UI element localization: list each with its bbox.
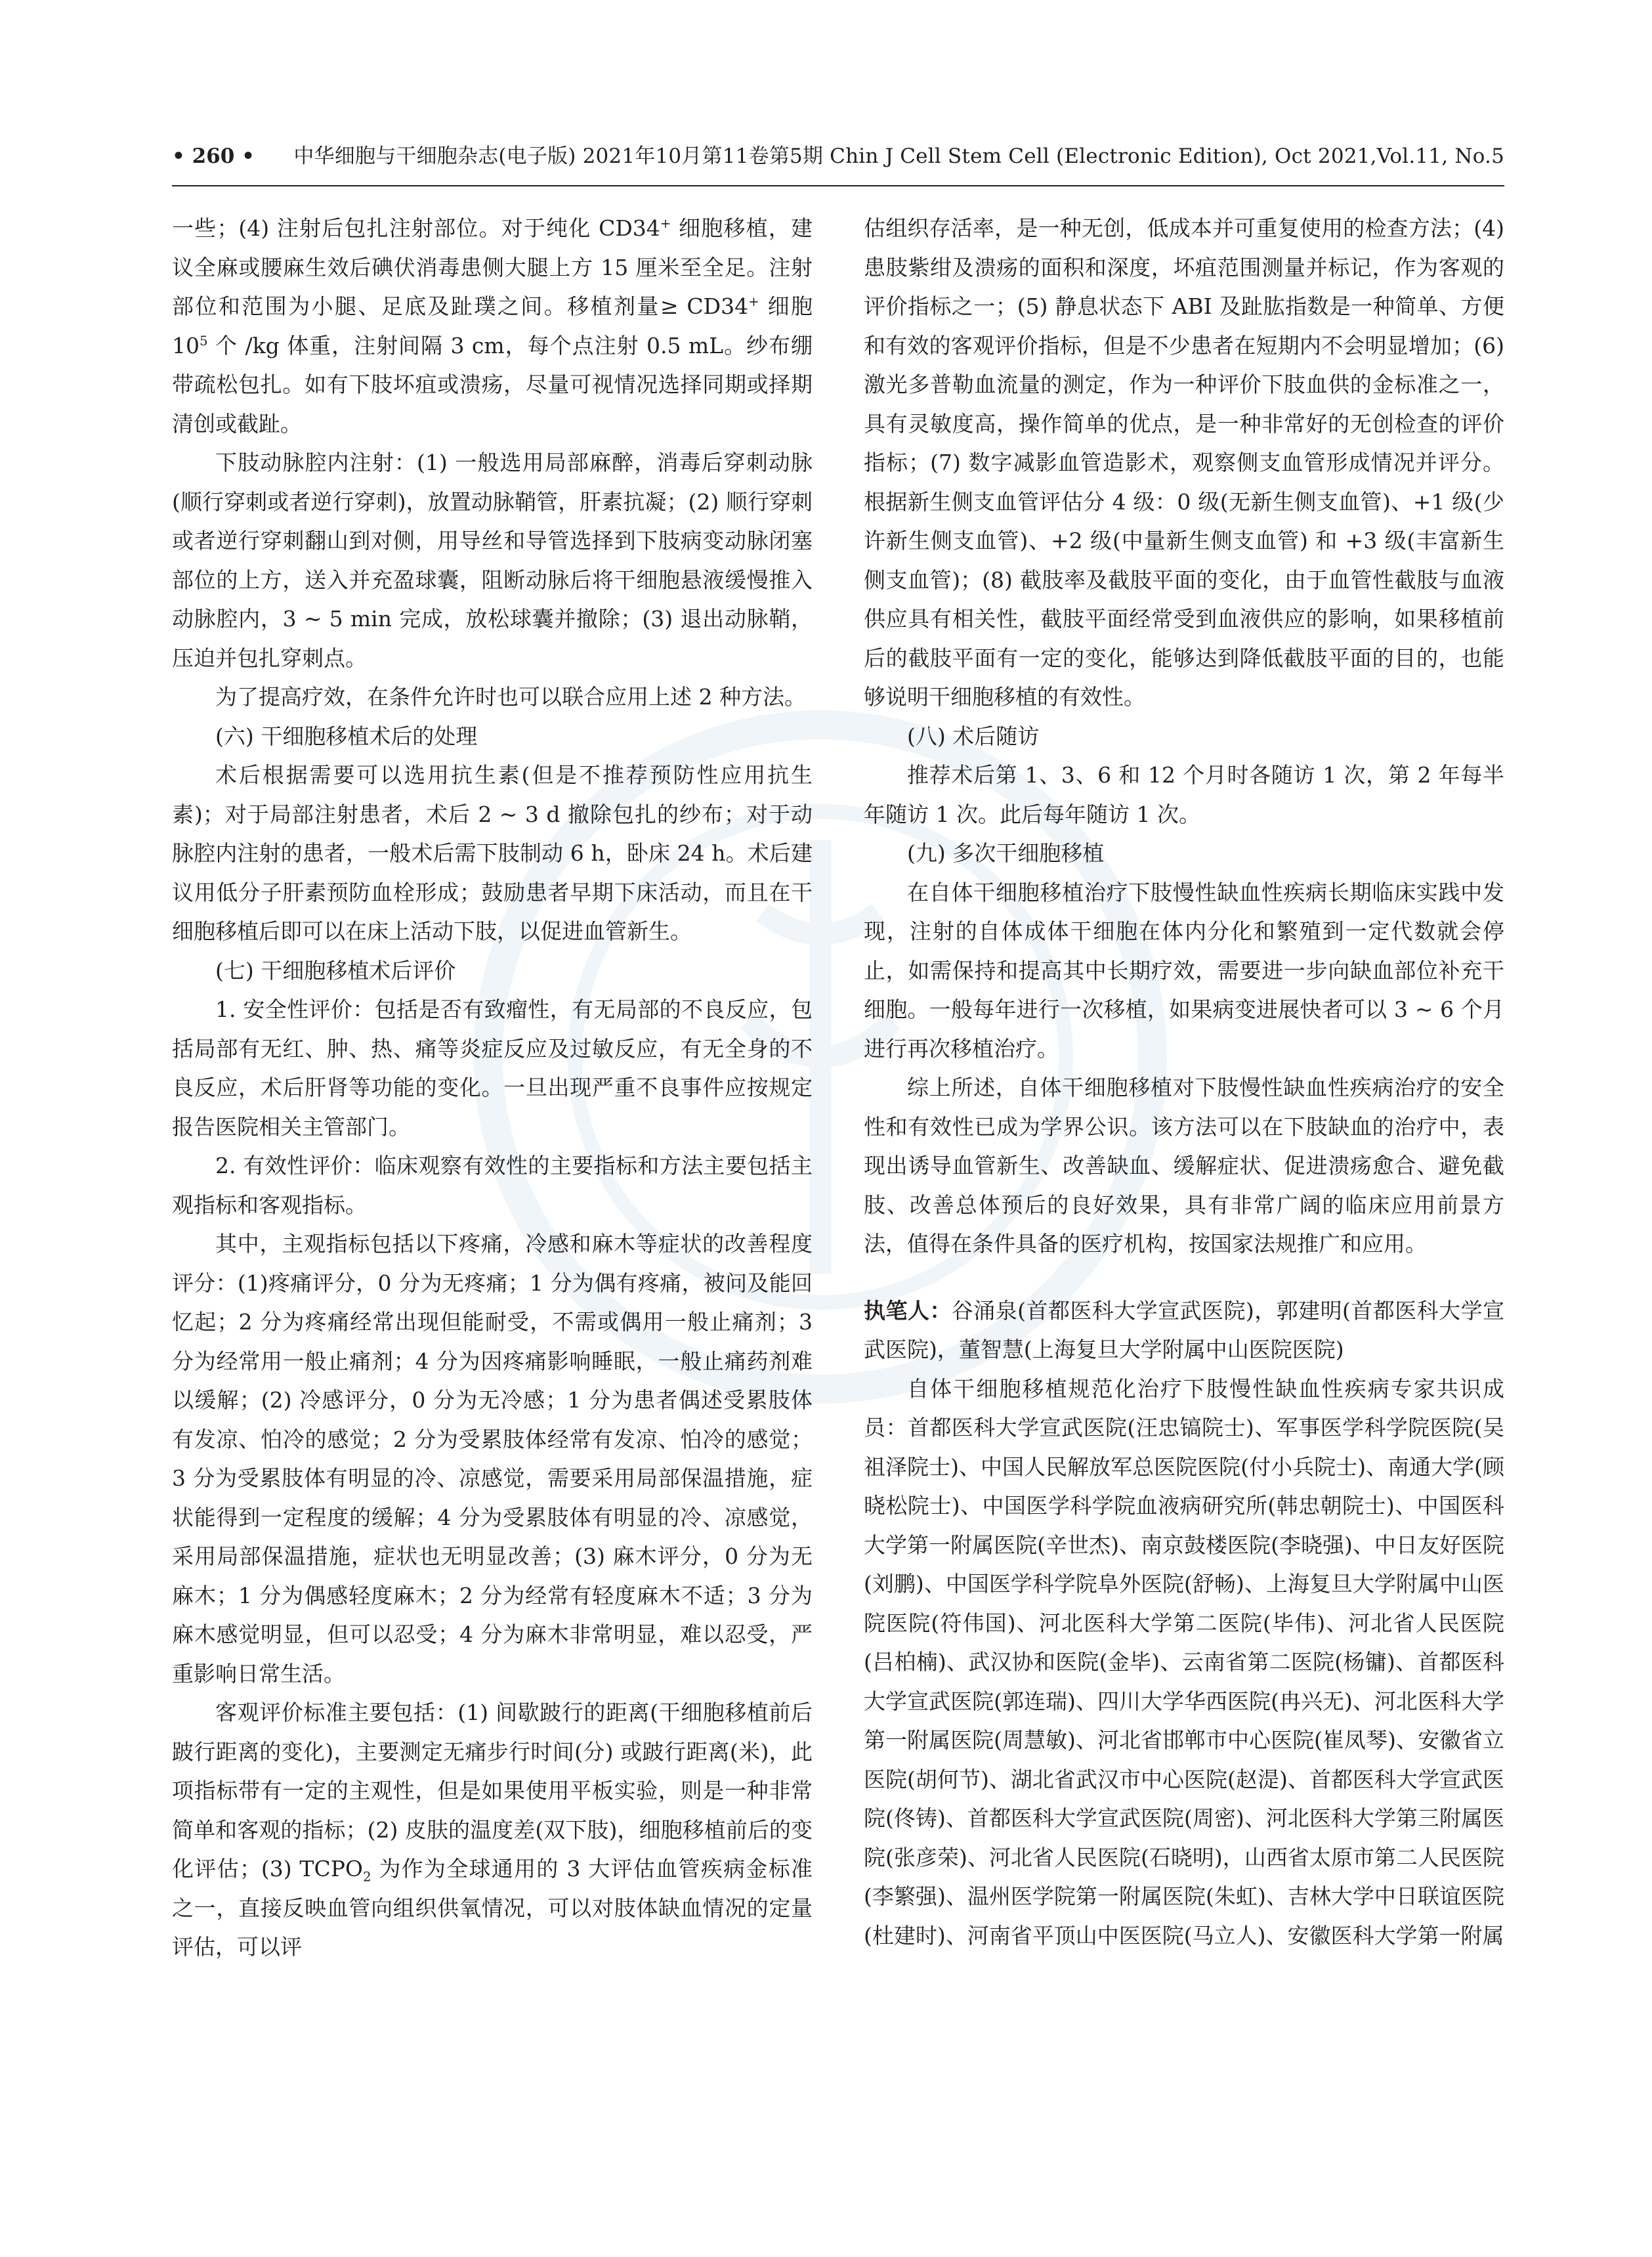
- paragraph-followup: 推荐术后第 1、3、6 和 12 个月时各随访 1 次，第 2 年每半年随访 1 次。此后每年随访 1 次。: [864, 762, 1504, 827]
- page-number: • 260 •: [172, 144, 255, 168]
- paragraph-conclusion: 综上所述，自体干细胞移植对下肢慢性缺血性疾病治疗的安全性和有效性已成为学界公识。该方法可以在下肢缺血的治疗中，表现出诱导血管新生、改善缺血、缓解症状、促进溃疡愈合、避免截肢、改善总体预后的良好效果，具有非常广阔的临床应用前景方法，值得在条件具备的医疗机构，按国家法规推广和应用。: [864, 1075, 1504, 1257]
- paragraph-efficacy-eval: 2. 有效性评价：临床观察有效性的主要指标和方法主要包括主观指标和客观指标。: [172, 1153, 813, 1218]
- paragraph-repeat-transplant: 在自体干细胞移植治疗下肢慢性缺血性疾病长期临床实践中发现，注射的自体成体干细胞在体内分化和繁殖到一定代数就会停止，如需保持和提高其中长期疗效，需要进一步向缺血部位补充干细胞。一般每年进行一次移植，如果病变进展快者可以 3 ~ 6 个月进行再次移植治疗。: [864, 879, 1504, 1062]
- authors-list: 谷涌泉(首都医科大学宣武医院)，郭建明(首都医科大学宣武医院)，董智慧(上海复旦大学附属中山医院医院): [864, 1297, 1505, 1362]
- section-heading-7: (七) 干细胞移植术后评价: [215, 957, 456, 983]
- authors-label: 执笔人：: [864, 1297, 952, 1323]
- paragraph-arterial-injection: 下肢动脉腔内注射：(1) 一般选用局部麻醉，消毒后穿刺动脉(顺行穿刺或者逆行穿刺)，放置动脉鞘管，肝素抗凝；(2) 顺行穿刺或者逆行穿刺翻山到对侧，用导丝和导管选择到下肢病变动脉闭塞部位的上方，送入并充盈球囊，阻断动脉后将干细胞悬液缓慢推入动脉腔内，3 ~ 5 min 完成，放松球囊并撤除；(3) 退出动脉鞘，压迫并包扎穿刺点。: [172, 450, 813, 671]
- section-heading-6: (六) 干细胞移植术后的处理: [215, 723, 478, 749]
- section-heading-8: (八) 术后随访: [907, 723, 1040, 749]
- paragraph-postop-care: 术后根据需要可以选用抗生素(但是不推荐预防性应用抗生素)；对于局部注射患者，术后 2 ~ 3 d 撤除包扎的纱布；对于动脉腔内注射的患者，一般术后需下肢制动 6 h，卧床 24 h。术后建议用低分子肝素预防血栓形成；鼓励患者早期下床活动，而且在干细胞移植后即可以在床上活动下肢，以促进血管新生。: [172, 762, 813, 944]
- page-header: [172, 137, 1504, 176]
- journal-citation: 中华细胞与干细胞杂志(电子版) 2021年10月第11卷第5期 Chin J Cell Stem Cell (Electronic Edition), Oct 2021,Vol.11, No.5: [293, 144, 1504, 168]
- paragraph-injection-site: 一些；(4) 注射后包扎注射部位。对于纯化 CD34+ 细胞移植，建议全麻或腰麻生效后碘伏消毒患侧大腿上方 15 厘米至全足。注射部位和范围为小腿、足底及趾璞之间。移植剂量≥ CD34+ 细胞 $10^5$ 个 /kg 体重，注射间隔 3 cm，每个点注射 0.5 mL。纱布绷带疏松包扎。如有下肢坏疽或溃疡，尽量可视情况选择同期或择期清创或截趾。: [172, 215, 813, 437]
- section-heading-9: (九) 多次干细胞移植: [907, 840, 1105, 866]
- paragraph-objective-criteria-cont: 估组织存活率，是一种无创，低成本并可重复使用的检查方法；(4) 患肢紫绀及溃疡的面积和深度，坏疽范围测量并标记，作为客观的评价指标之一；(5) 静息状态下 ABI 及趾肱指数是一种简单、方便和有效的客观评价指标，但是不少患者在短期内不会明显增加；(6) 激光多普勒血流量的测定，作为一种评价下肢血供的金标准之一，具有灵敏度高，操作简单的优点，是一种非常好的无创检查的评价指标；(7) 数字减影血管造影术，观察侧支血管形成情况并评分。根据新生侧支血管评估分 4 级：0 级(无新生侧支血管)、+1 级(少许新生侧支血管)、+2 级(中量新生侧支血管) 和 +3 级(丰富新生侧支血管)；(8) 截肢率及截肢平面的变化，由于血管性截肢与血液供应具有相关性，截肢平面经常受到血液供应的影响，如果移植前后的截肢平面有一定的变化，能够达到降低截肢平面的目的，也能够说明干细胞移植的有效性。: [864, 215, 1504, 710]
- right-column: [864, 209, 1504, 1955]
- consensus-members: 自体干细胞移植规范化治疗下肢慢性缺血性疾病专家共识成员：首都医科大学宣武医院(汪忠镐院士)、军事医学科学院医院(吴祖泽院士)、中国人民解放军总医院医院(付小兵院士)、南通大学(顾晓松院士)、中国医学科学院血液病研究所(韩忠朝院士)、中国医科大学第一附属医院(辛世杰)、南京鼓楼医院(李晓强)、中日友好医院(刘鹏)、中国医学科学院阜外医院(舒畅)、上海复旦大学附属中山医院医院(符伟国)、河北医科大学第二医院(毕伟)、河北省人民医院(吕柏楠)、武汉协和医院(金毕)、云南省第二医院(杨镛)、首都医科大学宣武医院(郭连瑞)、四川大学华西医院(冉兴无)、河北医科大学第一附属医院(周慧敏)、河北省邯郸市中心医院(崔凤琴)、安徽省立医院(胡何节)、湖北省武汉市中心医院(赵湜)、首都医科大学宣武医院(佟铸)、首都医科大学宣武医院(周密)、河北医科大学第三附属医院(张彦荣)、河北省人民医院(石晓明)，山西省太原市第二人民医院(李繁强)、温州医学院第一附属医院(朱虹)、吉林大学中日联谊医院(杜建时)、河南省平顶山中医医院(马立人)、安徽医科大学第一附属: [864, 1375, 1504, 1948]
- left-column: [172, 209, 813, 1967]
- header-rule: [172, 185, 1504, 186]
- paragraph-subjective-scores: 其中，主观指标包括以下疼痛，冷感和麻木等症状的改善程度评分：(1)疼痛评分，0 分为无疼痛；1 分为偶有疼痛，被问及能回忆起；2 分为疼痛经常出现但能耐受，不需或偶用一般止痛剂；3 分为经常用一般止痛剂；4 分为因疼痛影响睡眠，一般止痛药剂难以缓解；(2) 冷感评分，0 分为无冷感；1 分为患者偶述受累肢体有发凉、怕冷的感觉；2 分为受累肢体经常有发凉、怕冷的感觉；3 分为受累肢体有明显的冷、凉感觉，需要采用局部保温措施，症状能得到一定程度的缓解；4 分为受累肢体有明显的冷、凉感觉，采用局部保温措施，症状也无明显改善；(3) 麻木评分，0 分为无麻木；1 分为偶感轻度麻木；2 分为经常有轻度麻木不适；3 分为麻木感觉明显，但可以忍受；4 分为麻木非常明显，难以忍受，严重影响日常生活。: [172, 1231, 813, 1687]
- paragraph-combined-methods: 为了提高疗效，在条件允许时也可以联合应用上述 2 种方法。: [215, 684, 806, 710]
- paragraph-safety-eval: 1. 安全性评价：包括是否有致瘤性，有无局部的不良反应，包括局部有无红、肿、热、痛等炎症反应及过敏反应，有无全身的不良反应，术后肝肾等功能的变化。一旦出现严重不良事件应按规定报告医院相关主管部门。: [172, 997, 813, 1140]
- authors-line: [864, 1291, 1504, 1369]
- paragraph-objective-criteria: 客观评价标准主要包括：(1) 间歇跛行的距离(干细胞移植前后跛行距离的变化)，主要测定无痛步行时间(分) 或跛行距离(米)，此项指标带有一定的主观性，但是如果使用平板实验，则是一种非常简单和客观的指标；(2) 皮肤的温度差(双下肢)，细胞移植前后的变化评估；(3) $TCPO_2$ 为作为全球通用的 3 大评估血管疾病金标准之一，直接反映血管向组织供氧情况，可以对肢体缺血情况的定量评估，可以评: [172, 1700, 813, 1960]
